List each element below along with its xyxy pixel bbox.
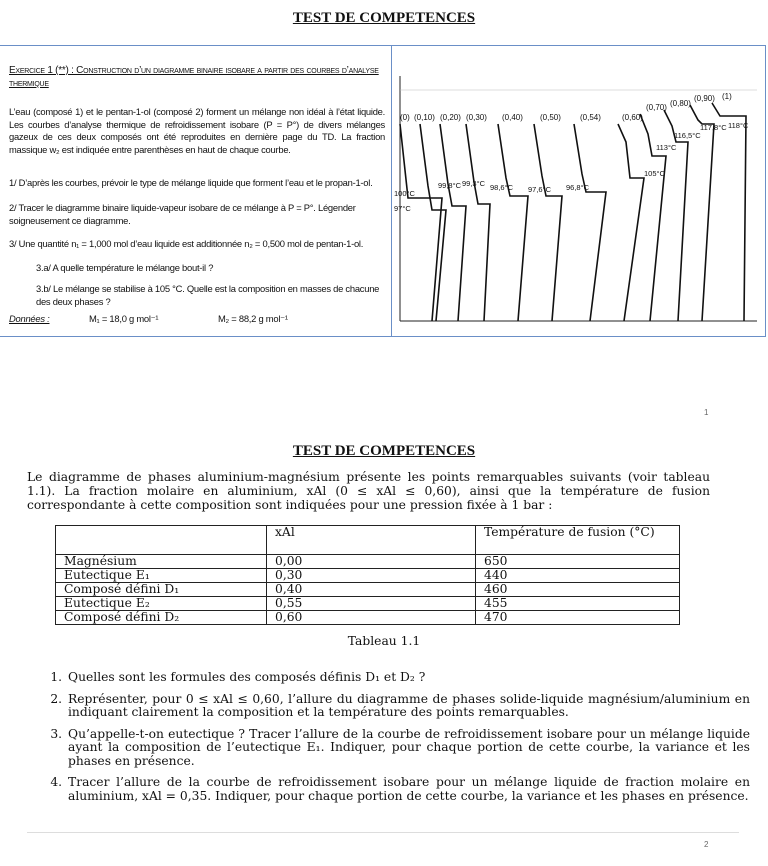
cooling-curves-svg	[392, 46, 766, 338]
question-3: 3/ Une quantité n₁ = 1,000 mol d’eau liquide est additionnée n₂ = 0,500 mol de pentan-1-ol.	[9, 238, 364, 249]
cooling-curve	[440, 124, 466, 321]
table-cell: 0,60	[267, 611, 476, 625]
page1-title: TEST DE COMPETENCES	[292, 10, 476, 26]
molar-mass-1: M₁ = 18,0 g mol⁻¹	[89, 313, 159, 324]
table-cell: 455	[476, 597, 680, 611]
temperature-label: 99,8°C	[438, 181, 462, 190]
cooling-curve	[618, 124, 644, 321]
cooling-curve	[712, 103, 746, 321]
table-cell: Magnésium	[56, 555, 267, 569]
question-3b: 3.b/ Le mélange se stabilise à 105 °C. Quelle est la composition en masses de chacune des deux phases ?	[36, 283, 380, 307]
composition-label: (0)	[400, 113, 410, 122]
page-number-1: 1	[704, 408, 709, 417]
donnees-label: Données :	[9, 313, 50, 324]
exercise-box	[0, 45, 392, 337]
cooling-curve	[466, 124, 490, 321]
table-cell: 460	[476, 583, 680, 597]
composition-label: (0,40)	[502, 113, 523, 122]
question-list	[26, 671, 750, 811]
table-cell: Eutectique E₂	[56, 597, 267, 611]
cooling-curve	[498, 124, 528, 321]
question-2: 2/ Tracer le diagramme binaire liquide-vapeur isobare de ce mélange à P = P°. Légender soigneusement ce diagramme.	[9, 202, 356, 226]
table-header-row	[56, 526, 680, 555]
table-header: Température de fusion (°C)	[476, 526, 680, 555]
page-number-2: 2	[704, 840, 709, 849]
temperature-label: 99,3°C	[462, 179, 486, 188]
table-cell: 440	[476, 569, 680, 583]
table-cell: Eutectique E₁	[56, 569, 267, 583]
composition-label: (0,70)	[646, 103, 667, 112]
temperature-label: 97°C	[394, 204, 411, 213]
table-cell: 0,30	[267, 569, 476, 583]
list-item: 1. Quelles sont les formules des composés définis D₁ et D₂ ?	[66, 671, 750, 685]
table-cell: Composé défini D₁	[56, 583, 267, 597]
table-header	[56, 526, 267, 555]
temperature-label: 105°C	[644, 169, 665, 178]
composition-label: (0,54)	[580, 113, 601, 122]
question-3a: 3.a/ A quelle température le mélange bout-il ?	[36, 262, 214, 273]
exercise-intro: L’eau (composé 1) et le pentan-1-ol (composé 2) forment un mélange non idéal à l’état liquide. Les courbes d’analyse thermique de refroidissement isobare (P = P°) de divers mélanges gazeux de ces deux composés ont été reproduites en dernière page du TD. La fraction massique w₂ est indiquée entre parenthèses en haut de chaque courbe.	[9, 106, 385, 155]
temperature-label: 118°C	[728, 121, 749, 130]
table-row	[56, 597, 680, 611]
table-header: xAl	[267, 526, 476, 555]
table-row	[56, 569, 680, 583]
cooling-curve	[420, 124, 446, 321]
table-row	[56, 555, 680, 569]
exercise-heading: Exercice 1 (**) : Construction d’un diagramme binaire isobare a partir des courbes d’analyse thermique	[9, 65, 379, 89]
table-cell: 0,55	[267, 597, 476, 611]
composition-label: (1)	[722, 92, 732, 101]
cooling-curve	[534, 124, 562, 321]
page2-intro: Le diagramme de phases aluminium-magnésium présente les points remarquables suivants (voir tableau 1.1). La fraction molaire en aluminium, xAl (0 ≤ xAl ≤ 0,60), ainsi que la température de fusion correspondante à cette composition sont indiquées pour une pression fixée à 1 bar :	[27, 470, 710, 512]
question-1: 1/ D’après les courbes, prévoir le type de mélange liquide que forment l’eau et le propan-1-ol.	[9, 177, 373, 188]
temperature-label: 113°C	[656, 143, 677, 152]
table-cell: 0,00	[267, 555, 476, 569]
composition-label: (0,90)	[694, 94, 715, 103]
temperature-label: 98,6°C	[490, 183, 514, 192]
table-row	[56, 583, 680, 597]
table-row	[56, 611, 680, 625]
table-cell: 0,40	[267, 583, 476, 597]
page-divider	[27, 832, 739, 833]
molar-mass-2: M₂ = 88,2 g mol⁻¹	[218, 313, 288, 324]
composition-label: (0,50)	[540, 113, 561, 122]
table-cell: Composé défini D₂	[56, 611, 267, 625]
composition-label: (0,60)	[622, 113, 643, 122]
cooling-curve	[664, 110, 688, 321]
composition-label: (0,20)	[440, 113, 461, 122]
page2-title: TEST DE COMPETENCES	[292, 443, 476, 459]
temperature-label: 100°C	[394, 189, 415, 198]
table-caption: Tableau 1.1	[347, 634, 421, 648]
composition-label: (0,30)	[466, 113, 487, 122]
temperature-label: 97,6°C	[528, 185, 552, 194]
cooling-curves-chart	[392, 45, 766, 337]
phase-points-table	[55, 525, 680, 625]
temperature-label: 96,8°C	[566, 183, 590, 192]
composition-label: (0,10)	[414, 113, 435, 122]
table-cell: 650	[476, 555, 680, 569]
cooling-curve	[574, 124, 606, 321]
temperature-label: 116,5°C	[674, 131, 701, 140]
temperature-label: 117,8°C	[700, 123, 727, 132]
list-item: 2. Représenter, pour 0 ≤ xAl ≤ 0,60, l’allure du diagramme de phases solide-liquide magnésium/aluminium en indiquant clairement la composition et la température des points remarquables.	[66, 693, 750, 720]
cooling-curve	[400, 124, 442, 321]
list-item: 3. Qu’appelle-t-on eutectique ? Tracer l’allure de la courbe de refroidissement isobare pour un mélange liquide ayant la composition de l’eutectique E₁. Indiquer, pour chaque portion de cette courbe, la variance et les phases en présence.	[66, 728, 750, 769]
table-cell: 470	[476, 611, 680, 625]
list-item: 4. Tracer l’allure de la courbe de refroidissement isobare pour un mélange liquide de fraction molaire en aluminium, xAl = 0,35. Indiquer, pour chaque portion de cette courbe, la variance et les phases en présence.	[66, 776, 750, 803]
composition-label: (0,80)	[670, 99, 691, 108]
